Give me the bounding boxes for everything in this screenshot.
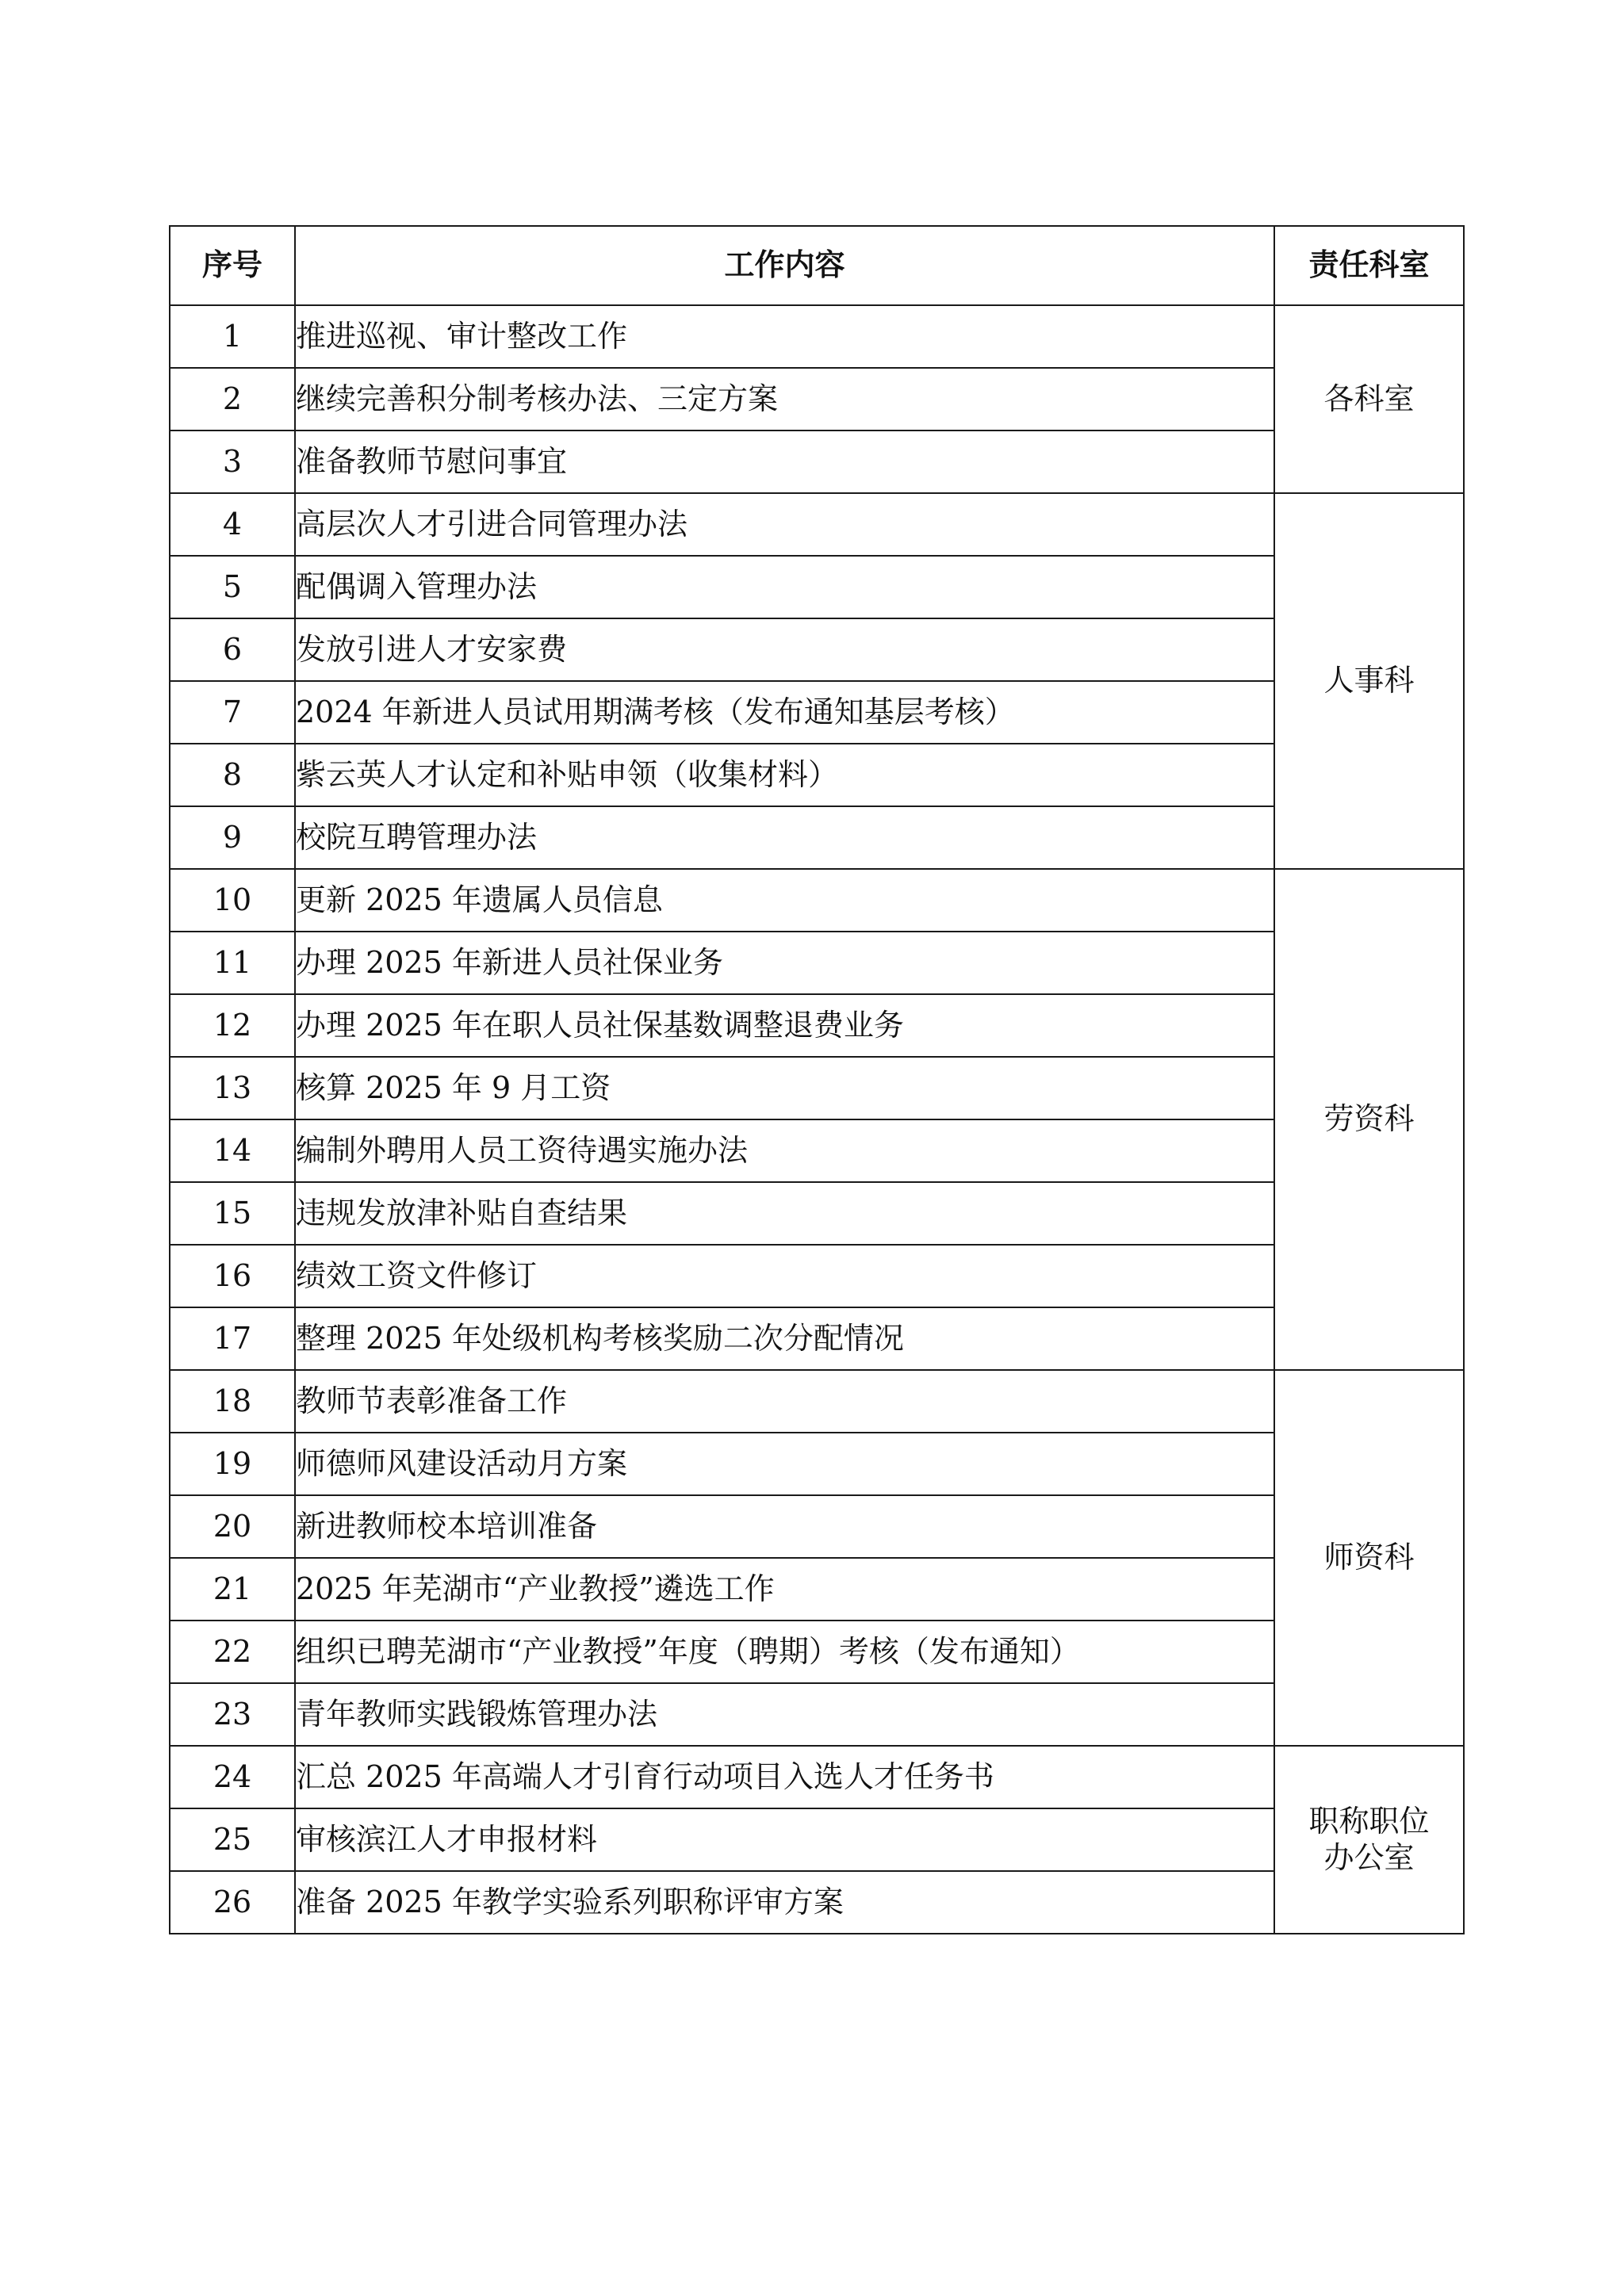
- row-content: 绩效工资文件修订: [295, 1245, 1274, 1307]
- table-row: [170, 1119, 1464, 1182]
- row-content: 准备教师节慰问事宜: [295, 430, 1274, 493]
- row-number: 21: [170, 1558, 295, 1621]
- row-number: 12: [170, 994, 295, 1057]
- header-serial-number: 序号: [170, 226, 295, 305]
- dept-cell-all-sections: 各科室: [1274, 305, 1464, 493]
- row-content: 配偶调入管理办法: [295, 556, 1274, 618]
- row-content: 办理 2025 年在职人员社保基数调整退费业务: [295, 994, 1274, 1057]
- row-content: 高层次人才引进合同管理办法: [295, 493, 1274, 556]
- row-content: 教师节表彰准备工作: [295, 1370, 1274, 1433]
- row-number: 4: [170, 493, 295, 556]
- row-number: 25: [170, 1808, 295, 1871]
- dept-title-office-line1: 职称职位: [1308, 1803, 1430, 1839]
- table-row: [170, 368, 1464, 430]
- table-row: [170, 1558, 1464, 1621]
- row-content: 校院互聘管理办法: [295, 806, 1274, 869]
- table-row: [170, 932, 1464, 994]
- table-row: [170, 618, 1464, 681]
- row-number: 19: [170, 1433, 295, 1495]
- row-number: 15: [170, 1182, 295, 1245]
- row-number: 13: [170, 1057, 295, 1119]
- row-number: 18: [170, 1370, 295, 1433]
- row-number: 1: [170, 305, 295, 368]
- table-row: [170, 430, 1464, 493]
- dept-cell-title-office: [1274, 1746, 1464, 1934]
- row-content: 准备 2025 年教学实验系列职称评审方案: [295, 1871, 1274, 1934]
- row-number: 20: [170, 1495, 295, 1558]
- table-row: [170, 556, 1464, 618]
- table-row: [170, 744, 1464, 806]
- row-content: 违规发放津补贴自查结果: [295, 1182, 1274, 1245]
- row-number: 16: [170, 1245, 295, 1307]
- table-row: [170, 681, 1464, 744]
- row-content: 汇总 2025 年高端人才引育行动项目入选人才任务书: [295, 1746, 1274, 1808]
- table-row: [170, 493, 1464, 556]
- row-content: 紫云英人才认定和补贴申领（收集材料）: [295, 744, 1274, 806]
- table-row: [170, 1495, 1464, 1558]
- header-responsible-dept: 责任科室: [1274, 226, 1464, 305]
- table-row: [170, 1307, 1464, 1370]
- table-row: [170, 1433, 1464, 1495]
- row-number: 10: [170, 869, 295, 932]
- row-content: 审核滨江人才申报材料: [295, 1808, 1274, 1871]
- table-row: [170, 1245, 1464, 1307]
- header-work-content: 工作内容: [295, 226, 1274, 305]
- dept-cell-faculty: 师资科: [1274, 1370, 1464, 1746]
- row-number: 24: [170, 1746, 295, 1808]
- table-row: [170, 1370, 1464, 1433]
- table-row: [170, 1871, 1464, 1934]
- work-plan-table: [169, 225, 1465, 1934]
- row-content: 发放引进人才安家费: [295, 618, 1274, 681]
- row-content: 新进教师校本培训准备: [295, 1495, 1274, 1558]
- row-number: 2: [170, 368, 295, 430]
- row-content: 2025 年芜湖市“产业教授”遴选工作: [295, 1558, 1274, 1621]
- row-number: 5: [170, 556, 295, 618]
- row-content: 办理 2025 年新进人员社保业务: [295, 932, 1274, 994]
- table-header-row: [170, 226, 1464, 305]
- row-content: 2024 年新进人员试用期满考核（发布通知基层考核）: [295, 681, 1274, 744]
- table-row: [170, 1057, 1464, 1119]
- table-row: [170, 1182, 1464, 1245]
- row-number: 22: [170, 1621, 295, 1683]
- table-row: [170, 994, 1464, 1057]
- row-number: 23: [170, 1683, 295, 1746]
- row-content: 整理 2025 年处级机构考核奖励二次分配情况: [295, 1307, 1274, 1370]
- row-content: 组织已聘芜湖市“产业教授”年度（聘期）考核（发布通知）: [295, 1621, 1274, 1683]
- table-row: [170, 1621, 1464, 1683]
- row-number: 11: [170, 932, 295, 994]
- row-number: 8: [170, 744, 295, 806]
- row-content: 更新 2025 年遗属人员信息: [295, 869, 1274, 932]
- row-number: 3: [170, 430, 295, 493]
- row-number: 7: [170, 681, 295, 744]
- table-row: [170, 1746, 1464, 1808]
- row-content: 推进巡视、审计整改工作: [295, 305, 1274, 368]
- row-number: 14: [170, 1119, 295, 1182]
- table-row: [170, 1808, 1464, 1871]
- table-row: [170, 806, 1464, 869]
- dept-cell-personnel: 人事科: [1274, 493, 1464, 869]
- row-number: 6: [170, 618, 295, 681]
- row-content: 师德师风建设活动月方案: [295, 1433, 1274, 1495]
- row-number: 26: [170, 1871, 295, 1934]
- row-content: 编制外聘用人员工资待遇实施办法: [295, 1119, 1274, 1182]
- row-number: 17: [170, 1307, 295, 1370]
- row-number: 9: [170, 806, 295, 869]
- row-content: 青年教师实践锻炼管理办法: [295, 1683, 1274, 1746]
- dept-cell-labor-wages: 劳资科: [1274, 869, 1464, 1370]
- table-row: [170, 1683, 1464, 1746]
- table-row: [170, 305, 1464, 368]
- row-content: 继续完善积分制考核办法、三定方案: [295, 368, 1274, 430]
- row-content: 核算 2025 年 9 月工资: [295, 1057, 1274, 1119]
- table-row: [170, 869, 1464, 932]
- dept-title-office-line2: 办公室: [1323, 1839, 1415, 1875]
